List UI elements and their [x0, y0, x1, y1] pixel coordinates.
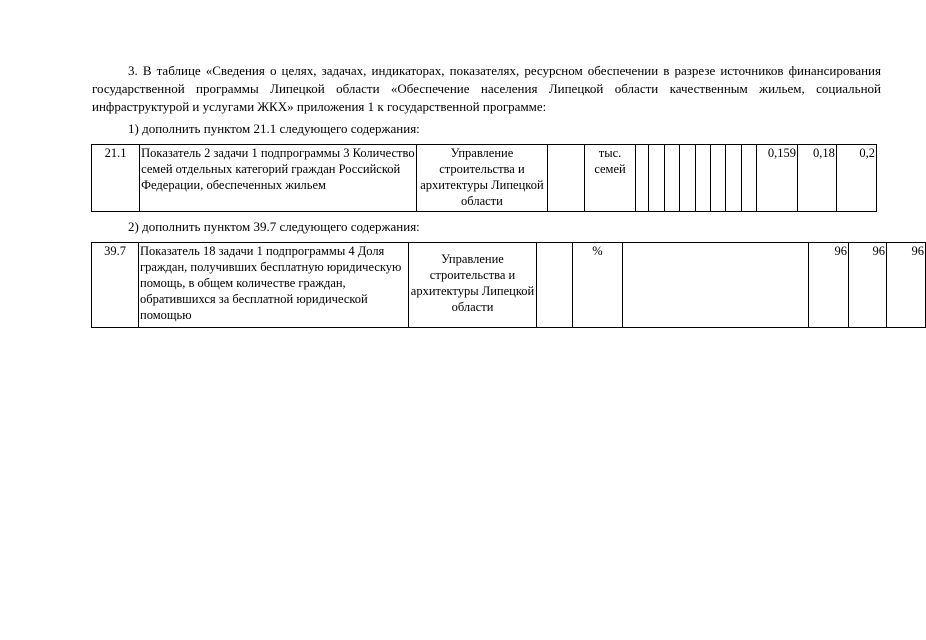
value-cell: 0,18 [797, 145, 836, 212]
table-row [92, 145, 877, 212]
empty-cell [623, 243, 809, 328]
empty-cell [680, 145, 695, 212]
table-item-21-1 [91, 144, 877, 212]
empty-cell [664, 145, 679, 212]
empty-cell [710, 145, 725, 212]
indicator-name: Показатель 2 задачи 1 подпрограммы 3 Количество семей отдельных категорий граждан Российской Федерации, обеспеченных жильем [140, 145, 417, 212]
indicator-name: Показатель 18 задачи 1 подпрограммы 4 Доля граждан, получивших бесплатную юридическую помощь, в общем количестве граждан, обратившихся за бесплатной юридической помощью [139, 243, 409, 328]
empty-cell [537, 243, 573, 328]
unit-of-measure: тыс. семей [584, 145, 635, 212]
value-cell: 0,159 [756, 145, 797, 212]
intro-text: 3. В таблице «Сведения о целях, задачах, индикаторах, показателях, ресурсном обеспечении в разрезе источников финансирования государственной программы Липецкой области «Обеспечение населения Липецкой области качественным жильем, социальной инфраструктурой и услугами ЖКХ» приложения 1 к государственной программе: [92, 63, 881, 114]
unit-of-measure: % [573, 243, 623, 328]
item-1-label: 1) дополнить пунктом 21.1 следующего содержания: [128, 121, 420, 136]
value-cell: 96 [809, 243, 849, 328]
row-number: 39.7 [92, 243, 139, 328]
responsible-org: Управление строительства и архитектуры Липецкой области [416, 145, 547, 212]
empty-cell [636, 145, 649, 212]
empty-cell [548, 145, 585, 212]
item-2-label: 2) дополнить пунктом 39.7 следующего содержания: [128, 219, 420, 234]
table-row [92, 243, 926, 328]
value-cell: 0,2 [836, 145, 876, 212]
intro-paragraph [92, 62, 881, 116]
value-cell: 96 [849, 243, 887, 328]
responsible-org: Управление строительства и архитектуры Липецкой области [409, 243, 537, 328]
empty-cell [649, 145, 664, 212]
empty-cell [695, 145, 710, 212]
value-cell: 96 [887, 243, 926, 328]
empty-cell [741, 145, 756, 212]
empty-cell [726, 145, 741, 212]
table-item-39-7 [91, 242, 926, 328]
row-number: 21.1 [92, 145, 140, 212]
